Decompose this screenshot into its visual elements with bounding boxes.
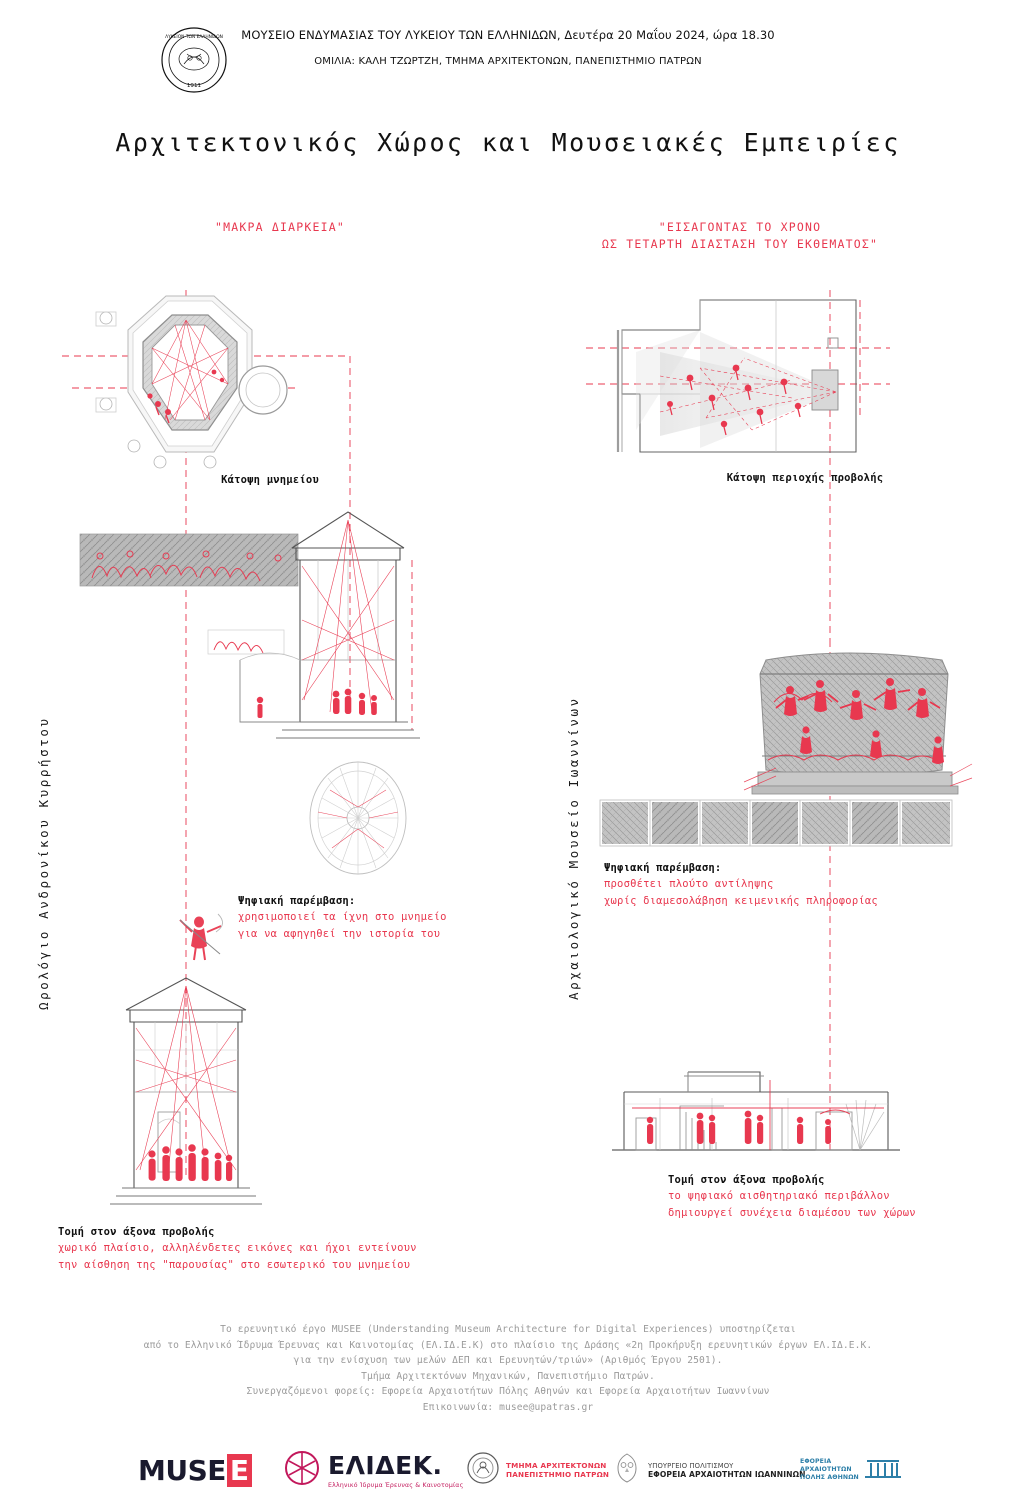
footer-line-4: Τμήμα Αρχιτεκτόνων Μηχανικών, Πανεπιστήμιο Πατρών. — [361, 1370, 655, 1382]
caption-section-left-line2: την αίσθηση της "παρουσίας" στο εσωτερικό του μνημείου — [58, 1258, 411, 1271]
elidek-logo — [282, 1448, 463, 1492]
monument-plan-drawing — [96, 296, 287, 468]
musee-logo-accent: E — [227, 1454, 252, 1487]
caption-digital-left-line2: για να αφηγηθεί την ιστορία του — [238, 927, 441, 940]
musee-logo-text: MUSE — [138, 1453, 226, 1487]
caption-digital-left-line1: χρησιμοποιεί τα ίχνη στο μνημείο — [238, 911, 447, 924]
right-column-heading-line1: "ΕΙΣΑΓΟΝΤΑΣ ΤΟ ΧΡΟΝΟ — [658, 220, 822, 234]
left-column-side-label: Ωρολόγιο Ανδρονίκου Κυρρήστου — [36, 716, 51, 1010]
caption-section-right-line1: το ψηφιακό αισθητηριακό περιβάλλον — [668, 1190, 890, 1203]
caption-section-left-title: Τομή στον άξονα προβολής — [58, 1226, 215, 1238]
caption-digital-right-line1: προσθέτει πλούτο αντίληψης — [604, 878, 774, 891]
event-header — [0, 28, 1016, 67]
caption-digital-left — [238, 893, 508, 942]
upatras-seal-icon — [466, 1451, 500, 1489]
caption-digital-right-title: Ψηφιακή παρέμβαση: — [604, 862, 722, 874]
footer-line-3: για την ενίσχυση των μελών ΔΕΠ και Ερευνητών/τριών» (Αριθμός Έργου 2501). — [293, 1355, 723, 1367]
ephorate-logo-line1: ΥΠΟΥΡΓΕΙΟ ΠΟΛΙΤΙΣΜΟΥ — [648, 1461, 734, 1470]
ephorate-logo-line2: ΕΦΟΡΕΙΑ ΑΡΧΑΙΟΤΗΤΩΝ ΙΩΑΝΝΙΝΩΝ — [648, 1469, 806, 1479]
caption-section-right-title: Τομή στον άξονα προβολής — [668, 1174, 825, 1186]
upatras-logo-line2: ΠΑΝΕΠΙΣΤΗΜΙΟ ΠΑΤΡΩΝ — [506, 1470, 610, 1479]
caption-section-left-line1: χωρικό πλαίσιο, αλληλένδετες εικόνες και ήχοι εντείνουν — [58, 1242, 417, 1255]
elidek-logo-subtitle: Ελληνικό Ίδρυμα Έρευνας & Καινοτομίας — [328, 1482, 464, 1489]
musee-logo — [138, 1448, 252, 1492]
right-column-side-label: Αρχαιολογικό Μουσείο Ιωαννίνων — [566, 696, 581, 1000]
left-column-heading: "ΜΑΚΡΑ ΔΙΑΡΚΕΙΑ" — [215, 220, 345, 234]
caption-digital-right-line2: χωρίς διαμεσολάβηση κειμενικής πληροφορίας — [604, 894, 878, 907]
right-column-heading-line2: ΩΣ ΤΕΤΑΡΤΗ ΔΙΑΣΤΑΣΗ ΤΟΥ ΕΚΘΕΜΑΤΟΣ" — [601, 236, 879, 251]
right-column-heading — [520, 219, 960, 252]
caption-digital-right — [604, 860, 984, 909]
upatras-architecture-logo — [466, 1448, 609, 1492]
ministry-owl-icon — [612, 1451, 642, 1489]
caption-section-right-line2: δημιουργεί συνέχεια διαμέσου των χώρων — [668, 1206, 916, 1219]
footer-contact-email[interactable]: Επικοινωνία: musee@upatras.gr — [422, 1401, 594, 1413]
footer-line-1: Το ερευνητικό έργο MUSEE (Understanding Museum Architecture for Digital Experiences) υποστηρίζεται — [220, 1324, 796, 1335]
athens-logo-line2: ΑΡΧΑΙΟΤΗΤΩΝ — [800, 1466, 852, 1474]
elidek-mark-icon — [282, 1448, 322, 1492]
ephorate-ioannina-logo — [612, 1448, 806, 1492]
elidek-logo-text: ΕΛΙΔΕΚ. — [328, 1451, 443, 1480]
ephorate-athens-logo — [800, 1448, 903, 1492]
caption-section-right — [668, 1172, 998, 1221]
upatras-logo-line1: ΤΜΗΜΑ ΑΡΧΙΤΕΚΤΟΝΩΝ — [506, 1461, 607, 1470]
sarcophagus-relief-drawing — [600, 653, 972, 846]
caption-plan-right: Κάτοψη περιοχής προβολής — [726, 472, 884, 484]
athens-logo-line1: ΕΦΟΡΕΙΑ — [800, 1458, 832, 1466]
wind-god-figure — [180, 914, 223, 960]
funding-footer — [0, 1322, 1016, 1415]
museum-section-drawing — [612, 1072, 900, 1150]
footer-line-2: από το Ελληνικό Ίδρυμα Έρευνας και Καινοτομίας (ΕΛ.ΙΔ.Ε.Κ) στο πλαίσιο της Δράσης «2η Προκήρυξη ερευνητικών έργων ΕΛ.ΙΔ.Ε.Κ. — [143, 1339, 873, 1351]
monument-lower-section-drawing — [110, 978, 262, 1204]
athens-logo-line3: ΠΟΛΗΣ ΑΘΗΝΩΝ — [800, 1473, 859, 1481]
svg-text:1911: 1911 — [186, 83, 202, 89]
footer-line-5: Συνεργαζόμενοι φορείς: Εφορεία Αρχαιοτήτων Πόλης Αθηνών και Εφορεία Αρχαιοτήτων Ιωαννίνων — [246, 1386, 770, 1398]
caption-digital-left-title: Ψηφιακή παρέμβαση: — [238, 895, 356, 907]
svg-text:ΛΥΚΕΙΟΝ ΤΩΝ ΕΛΛΗΝΙΔΩΝ: ΛΥΚΕΙΟΝ ΤΩΝ ΕΛΛΗΝΙΔΩΝ — [165, 35, 223, 40]
page-title: Αρχιτεκτονικός Χώρος και Μουσειακές Εμπειρίες — [115, 128, 901, 157]
athens-columns-icon — [863, 1455, 903, 1485]
caption-section-left — [58, 1224, 528, 1273]
partner-logo-row — [0, 1448, 1016, 1496]
event-speaker: ΟΜΙΛΙΑ: ΚΑΛΗ ΤΖΩΡΤΖΗ, ΤΜΗΜΑ ΑΡΧΙΤΕΚΤΟΝΩΝ, ΠΑΝΕΠΙΣΤΗΜΙΟ ΠΑΤΡΩΝ — [314, 56, 702, 67]
event-venue-datetime: ΜΟΥΣΕΙΟ ΕΝΔΥΜΑΣΙΑΣ ΤΟΥ ΛΥΚΕΙΟΥ ΤΩΝ ΕΛΛΗΝΙΔΩΝ, Δευτέρα 20 Μαΐου 2024, ώρα 18.30 — [241, 28, 775, 42]
projection-area-plan-drawing — [618, 300, 856, 452]
caption-plan-left: Κάτοψη μνημείου — [221, 474, 319, 486]
